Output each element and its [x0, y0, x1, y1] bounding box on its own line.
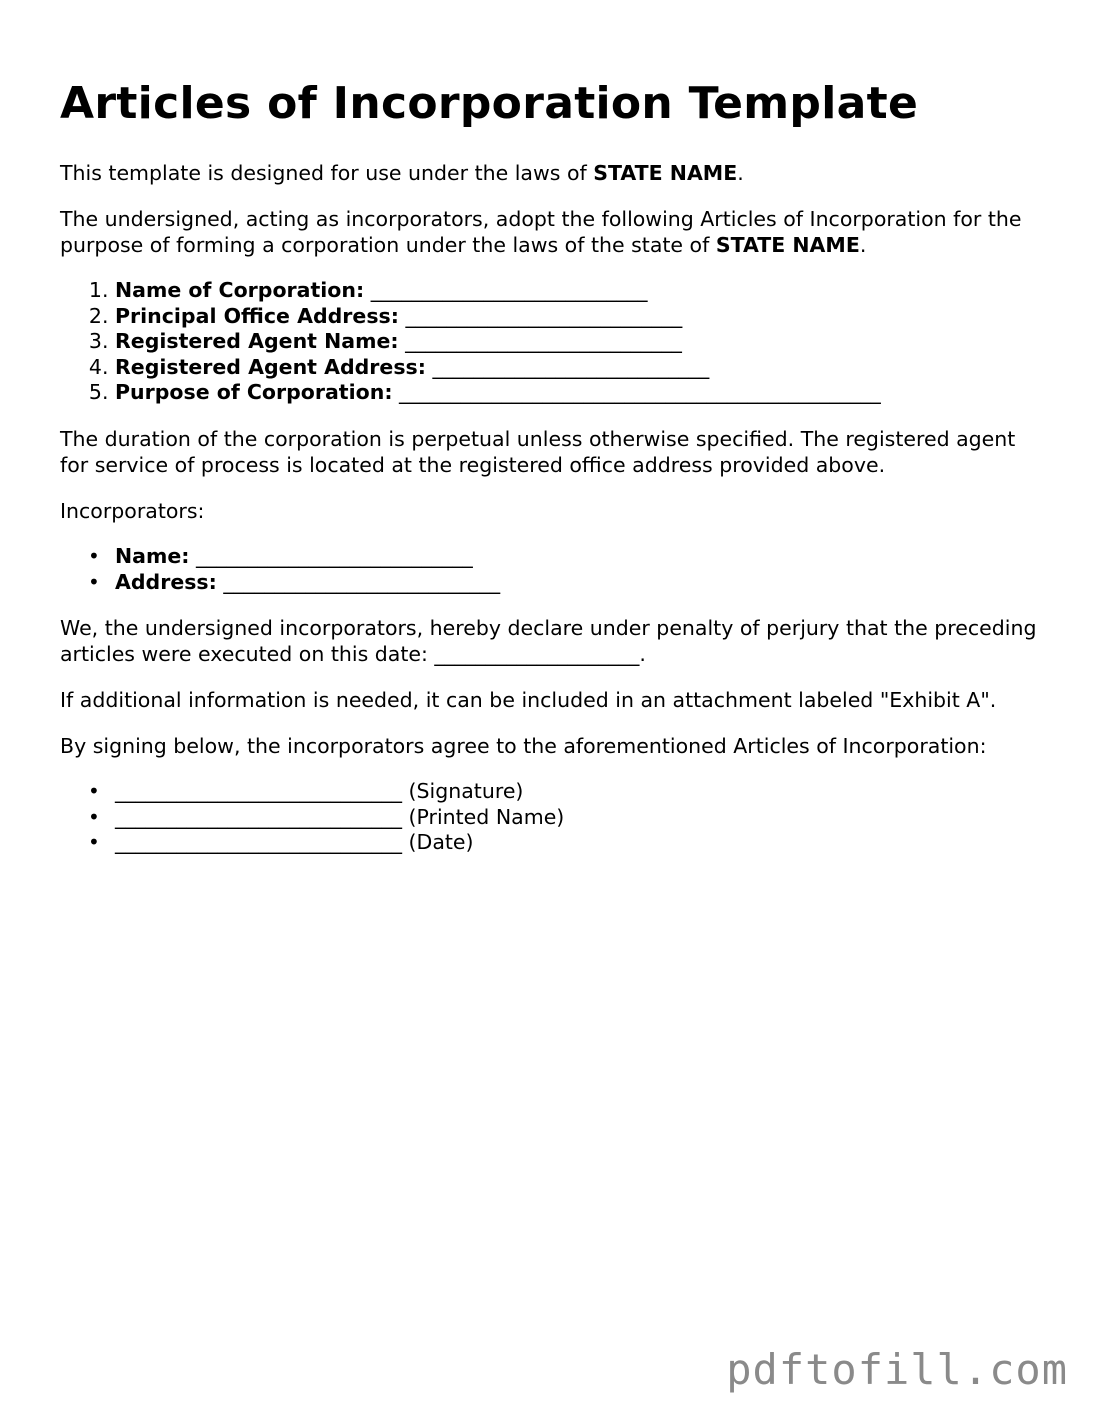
incorporators-list — [60, 544, 1050, 595]
intro-state-name: STATE NAME — [593, 161, 738, 185]
adopt-paragraph — [60, 206, 1050, 258]
adopt-suffix: . — [859, 233, 867, 257]
article-item — [115, 278, 1050, 304]
printed-name-label: (Printed Name) — [408, 804, 565, 829]
incorporator-label: Name: — [115, 543, 190, 568]
article-label: Principal Office Address: — [115, 303, 399, 328]
signature-blank-field[interactable]: ____________________________ — [115, 779, 402, 804]
adopt-text: The undersigned, acting as incorporators, adopt the following Articles of Incorporation for the purpose of forming a corporation under the laws of the state of — [60, 207, 1022, 257]
intro-text: This template is designed for use under the laws of — [60, 161, 594, 185]
declaration-text: We, the undersigned incorporators, hereby declare under penalty of perjury that the preceding articles were executed on this date: — [60, 616, 1037, 667]
declaration-date-field[interactable]: ____________________ — [434, 642, 640, 667]
declaration-suffix: . — [639, 642, 646, 667]
adopt-state-name: STATE NAME — [715, 233, 860, 257]
incorporators-heading: Incorporators: — [60, 498, 205, 523]
signatures-list — [60, 779, 1050, 856]
incorporator-item — [115, 570, 1050, 596]
article-label: Purpose of Corporation: — [115, 380, 393, 405]
intro-suffix: . — [737, 161, 744, 185]
article-blank-field[interactable]: ___________________________ — [405, 329, 682, 354]
signing-paragraph: By signing below, the incorporators agree to the aforementioned Articles of Incorporation: — [60, 734, 987, 759]
incorporator-label: Address: — [115, 569, 217, 594]
incorporator-blank-field[interactable]: ___________________________ — [195, 543, 473, 568]
article-item — [115, 304, 1050, 330]
incorporator-item — [115, 544, 1050, 570]
page-title: Articles of Incorporation Template — [60, 78, 919, 129]
declaration-paragraph — [60, 615, 1050, 667]
article-item — [115, 380, 1050, 406]
printed-name-blank-field[interactable]: ____________________________ — [115, 804, 402, 829]
article-blank-field[interactable]: ___________________________ — [405, 303, 683, 328]
article-blank-field[interactable]: ___________________________ — [370, 278, 648, 302]
article-blank-field[interactable]: _______________________________________________ — [399, 380, 881, 405]
article-label: Name of Corporation: — [115, 278, 365, 302]
article-item — [115, 329, 1050, 355]
article-label: Registered Agent Name: — [115, 329, 399, 354]
incorporator-blank-field[interactable]: ___________________________ — [223, 569, 501, 594]
signature-item — [115, 805, 1050, 831]
intro-paragraph — [60, 160, 1050, 186]
exhibit-paragraph: If additional information is needed, it can be included in an attachment labeled "Exhibit A". — [60, 688, 997, 713]
articles-list — [60, 278, 1050, 406]
duration-paragraph: The duration of the corporation is perpetual unless otherwise specified. The registered agent for service of process is located at the registered office address provided above. — [60, 426, 1016, 477]
article-label: Registered Agent Address: — [115, 354, 426, 379]
signature-item — [115, 779, 1050, 805]
article-item — [115, 355, 1050, 381]
article-blank-field[interactable]: ___________________________ — [432, 354, 710, 379]
signature-label: (Signature) — [408, 779, 524, 804]
date-blank-field[interactable]: ____________________________ — [115, 830, 402, 855]
watermark: pdftofill.com — [726, 1345, 1068, 1394]
document-page — [60, 78, 1050, 876]
date-label: (Date) — [408, 830, 474, 855]
signature-item — [115, 830, 1050, 856]
